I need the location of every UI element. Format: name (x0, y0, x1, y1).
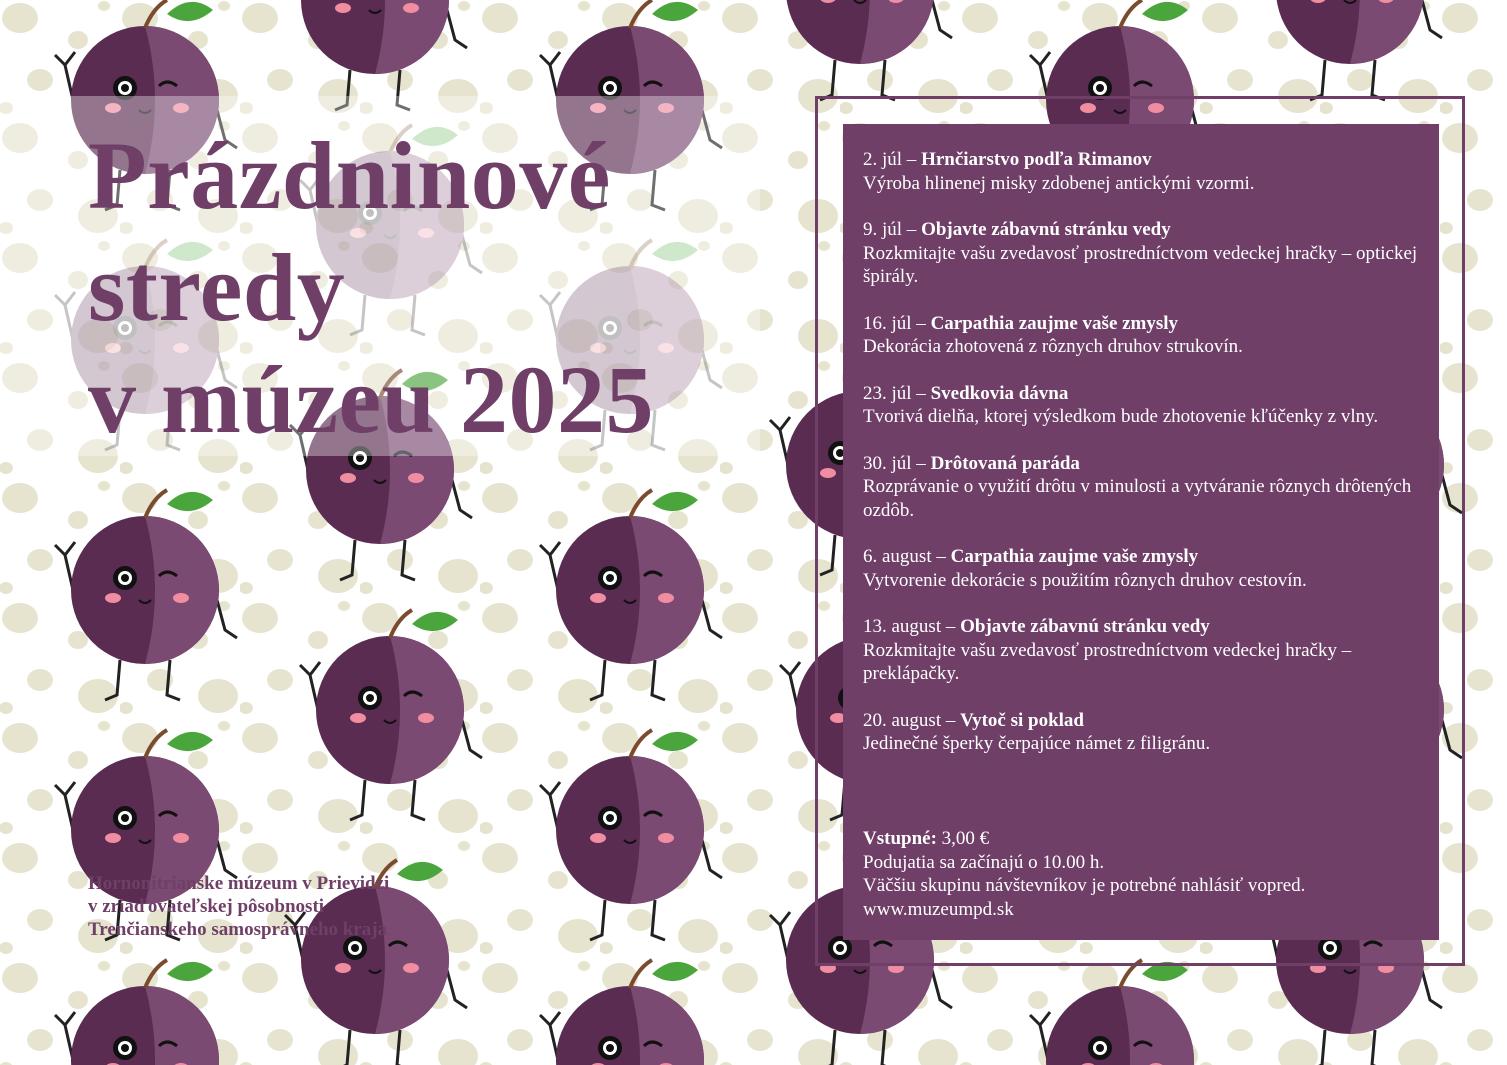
event-list (863, 148, 1419, 756)
event-date: 2. júl – (863, 149, 917, 170)
event-heading (863, 615, 1419, 639)
organizer-block (88, 872, 389, 941)
event-description: Jedinečné šperky čerpajúce námet z filigránu. (863, 733, 1211, 754)
event-description: Rozkmitajte vašu zvedavosť prostredníctvom vedeckej hračky – optickej špirály. (863, 242, 1418, 287)
event-description: Výroba hlinenej misky zdobenej antickými vzormi. (863, 172, 1255, 194)
event-name: Svedkovia dávna (930, 382, 1069, 404)
entry-fee-value: 3,00 € (941, 828, 990, 849)
event-name: Objavte zábavnú stránku vedy (921, 219, 1171, 240)
event-description: Tvorivá dielňa, ktorej výsledkom bude zhotovenie kľúčenky z vlny. (863, 406, 1379, 427)
title-line-1: Prázdninové (88, 122, 611, 229)
event-heading (863, 148, 1419, 172)
start-time: Podujatia sa začínajú o 10.00 h. (863, 851, 1105, 873)
group-note: Väčšiu skupinu návštevníkov je potrebné nahlásiť vopred. (863, 875, 1306, 896)
event-item (863, 382, 1419, 429)
event-item (863, 452, 1419, 523)
title-line-3: v múzeu 2025 (88, 346, 654, 453)
event-name: Drôtovaná paráda (930, 452, 1080, 474)
title-line-2: stredy (88, 234, 346, 341)
entry-fee (863, 827, 1305, 851)
event-name: Carpathia zaujme vaše zmysly (950, 546, 1199, 567)
event-heading (863, 709, 1419, 733)
event-heading (863, 452, 1419, 476)
event-date: 30. júl – (863, 452, 926, 474)
event-date: 16. júl – (863, 312, 926, 334)
schedule-panel (843, 124, 1439, 940)
website-link[interactable]: www.muzeumpd.sk (863, 898, 1014, 920)
entry-fee-label: Vstupné: (863, 828, 937, 849)
event-description: Rozprávanie o využití drôtu v minulosti a vytváranie rôznych drôtených ozdôb. (863, 476, 1412, 521)
event-item (863, 312, 1419, 359)
organizer-line-1: Hornonitrianske múzeum v Prievidzi (88, 873, 390, 894)
event-date: 20. august – (863, 709, 956, 731)
event-item (863, 615, 1419, 686)
event-date: 23. júl – (863, 382, 926, 404)
event-heading (863, 312, 1419, 336)
event-item (863, 148, 1419, 195)
event-heading (863, 382, 1419, 406)
event-description: Vytvorenie dekorácie s použitím rôznych druhov cestovín. (863, 569, 1307, 591)
event-heading (863, 545, 1419, 569)
event-date: 6. august – (863, 546, 946, 567)
event-description: Rozkmitajte vašu zvedavosť prostredníctvom vedeckej hračky – preklápačky. (863, 639, 1352, 684)
event-date: 9. júl – (863, 219, 917, 240)
organizer-line-2: v zriaďovateľskej pôsobnosti (88, 896, 325, 917)
event-item (863, 709, 1419, 756)
event-name: Objavte zábavnú stránku vedy (960, 616, 1210, 637)
info-footer (863, 827, 1305, 921)
event-item (863, 218, 1419, 289)
event-description: Dekorácia zhotovená z rôznych druhov strukovín. (863, 336, 1243, 357)
organizer-line-3: Trenčianskeho samosprávneho kraja (88, 919, 388, 940)
event-name: Hrnčiarstvo podľa Rimanov (921, 149, 1152, 170)
event-name: Vytoč si poklad (960, 709, 1084, 731)
event-date: 13. august – (863, 616, 956, 637)
page-title (88, 120, 654, 456)
event-item (863, 545, 1419, 592)
event-name: Carpathia zaujme vaše zmysly (930, 312, 1179, 334)
event-heading (863, 218, 1419, 242)
